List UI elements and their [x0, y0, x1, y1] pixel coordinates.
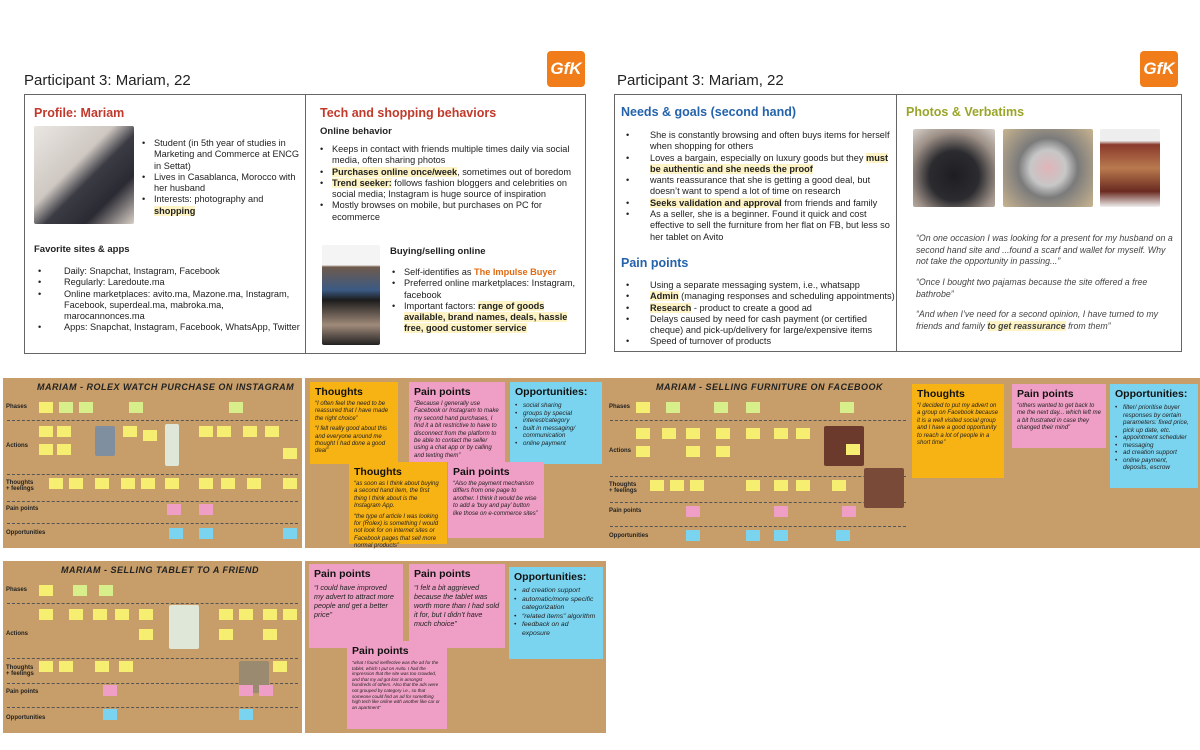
fav-list: [38, 266, 300, 334]
row-label-actions: Actions: [6, 631, 29, 637]
sticky-note: [57, 444, 71, 455]
sticky-note: [832, 480, 846, 491]
row-label-opportunities: Opportunities: [609, 533, 649, 539]
row-divider: [610, 502, 906, 503]
row-label-phases: Phases: [6, 587, 28, 593]
row-divider: [610, 420, 906, 421]
sticky-note: [69, 478, 83, 489]
opportunity-item: • messaging: [1115, 442, 1193, 450]
row-label-phases: Phases: [609, 404, 631, 410]
sticky-note: [143, 430, 157, 441]
fav-heading: Favorite sites & apps: [34, 244, 130, 255]
row-label-phases: Phases: [6, 404, 28, 410]
furniture-photo: [864, 468, 904, 508]
sticky-note: [69, 609, 83, 620]
note-text: “what I found ineffective was the ad for the tablet, which I put on Avito. I had the impression that the site was too crowded, and that my ad got lost in amongst hundreds of others. Also that the ads were not grouped by category i.e., so that someone could find an ad for something high tech like online with another like car or an apartment”: [352, 660, 440, 710]
buying-item: • Preferred online marketplaces: Instagram, facebook: [392, 278, 582, 301]
row-label-thoughts: Thoughts + feelings: [609, 482, 637, 494]
sticky-note: [199, 478, 213, 489]
sticky-note: [165, 478, 179, 489]
pain-note: [309, 564, 403, 648]
needs-item: [626, 153, 894, 176]
insight-panel-tablet: [305, 561, 606, 733]
sticky-note: [686, 446, 700, 457]
pain-list: [626, 280, 896, 348]
row-divider: [7, 603, 298, 604]
sticky-note: [283, 528, 297, 539]
gfk-logo: GfK: [1140, 51, 1178, 87]
buying-item: [392, 267, 582, 278]
sticky-note: [265, 426, 279, 437]
sticky-note: [95, 478, 109, 489]
sticky-note: [283, 478, 297, 489]
note-text: “Because I generally use Facebook or Instagram to make my second hand purchases, I find it a bit restrictive to have to disconnect from the platform to be able to contact the seller using a chat app or by calling and texting them”: [414, 401, 499, 459]
sticky-note: [746, 428, 760, 439]
buying-text: Important factors:: [404, 300, 479, 311]
behavior-item: • Mostly browses on mobile, but purchases on PC for ecommerce: [320, 200, 578, 223]
sticky-note: [796, 480, 810, 491]
board-title: MARIAM - SELLING TABLET TO A FRIEND: [61, 565, 259, 575]
photos-heading: Photos & Verbatims: [906, 105, 1025, 119]
sticky-note: [636, 446, 650, 457]
note-heading: Opportunities:: [1115, 388, 1188, 400]
tech-heading: Tech and shopping behaviors: [320, 106, 497, 120]
sticky-note: [93, 609, 107, 620]
pain-note: [1012, 384, 1106, 448]
pain-text: (managing responses and scheduling appointments): [678, 291, 895, 302]
gfk-logo: GfK: [547, 51, 585, 87]
pain-note: [347, 641, 447, 729]
row-label-opportunities: Opportunities: [6, 715, 46, 721]
slide-title: Participant 3: Mariam, 22: [24, 72, 191, 89]
sticky-note: [199, 528, 213, 539]
sticky-note: [636, 428, 650, 439]
sticky-note: [115, 609, 129, 620]
row-divider: [7, 420, 298, 421]
profile-bullet: • Student (in 5th year of studies in Marketing and Commerce at ENCG in Settat): [142, 138, 302, 172]
sticky-note: [49, 478, 63, 489]
note-text: “I decided to put my advert on a group on Facebook because it is a well visited social group and I have a good opportunity to reach a lot of people in a short time”: [917, 403, 999, 447]
opportunity-item: • appointment scheduler: [1115, 434, 1193, 442]
sticky-note: [239, 709, 253, 720]
sticky-note: [221, 478, 235, 489]
opportunity-item: • ad creation support: [1115, 449, 1193, 457]
sticky-note: [95, 661, 109, 672]
profile-bullet: • Lives in Casablanca, Morocco with her husband: [142, 172, 302, 195]
opportunity-list: [515, 402, 597, 447]
thoughts-note: [912, 384, 1004, 478]
behavior-text: , sometimes out of boredom: [457, 166, 571, 177]
sticky-note: [39, 661, 53, 672]
pain-item: • Using a separate messaging system, i.e., whatsapp: [626, 280, 896, 291]
note-text: “I often feel the need to be reassured that I have made the right choice”: [315, 401, 389, 422]
pain-note: [448, 462, 544, 538]
sticky-note: [836, 530, 850, 541]
instagram-screenshot: [322, 245, 380, 345]
row-label-actions: Actions: [6, 443, 29, 449]
watch-photo: [95, 426, 115, 456]
highlight: Research: [650, 302, 692, 313]
sticky-note: [141, 478, 155, 489]
sticky-note: [840, 402, 854, 413]
row-label-opportunities: Opportunities: [6, 530, 46, 536]
verbatim-quote: [916, 309, 1178, 332]
needs-item: • As a seller, she is a beginner. Found it quick and cost effective to sell the furniture from her flat on FB, but less so her tablet on Avito: [626, 209, 894, 243]
sticky-note: [263, 609, 277, 620]
highlight: Trend seeker:: [332, 177, 392, 188]
sticky-note: [167, 504, 181, 515]
highlight: Purchases online once/week: [332, 166, 458, 177]
opportunity-item: • online payment, deposits, escrow: [1115, 457, 1193, 472]
needs-list: [626, 130, 894, 243]
buying-item: [392, 301, 582, 335]
behavior-item: • Keeps in contact with friends multiple times daily via social media, often sharing photos: [320, 144, 578, 167]
sticky-note: [139, 629, 153, 640]
sticky-note: [229, 402, 243, 413]
pain-item: [626, 303, 896, 314]
insight-panel-rolex: [305, 378, 606, 548]
sticky-note: [199, 426, 213, 437]
sticky-note: [846, 444, 860, 455]
verbatim-quote: “On one occasion I was looking for a present for my husband on a second hand site and ...found a scarf and wallet for myself. Why not take the opportunity in passing...”: [916, 233, 1173, 266]
journey-board-rolex: [3, 378, 302, 548]
thoughts-note: [310, 382, 398, 464]
sticky-note: [123, 426, 137, 437]
highlight: range of goods available, brand names, deals, hassle free, good customer service: [404, 300, 568, 334]
behavior-text: follows fashion bloggers and celebrities on social media; Instagram is huge source of inspiration: [332, 177, 567, 200]
row-label-thoughts: Thoughts + feelings: [6, 480, 34, 492]
opportunity-item: • built in messaging/ communication: [515, 425, 597, 440]
note-text: “Also the payment mechanism differs from one page to another. I think it would be wise to add a ‘buy and pay’ button like those on e-commerce sites”: [453, 481, 538, 517]
sticky-note: [217, 426, 231, 437]
pain-text: - product to create a good ad: [691, 302, 812, 313]
note-text: “the type of article I was looking for (Rolex) is something I would not look for on internet sites or Facebook pages that sell more normal products”: [354, 513, 439, 550]
sticky-note: [714, 402, 728, 413]
sticky-note: [39, 609, 53, 620]
sticky-note: [666, 402, 680, 413]
sticky-note: [103, 685, 117, 696]
opportunity-item: • social sharing: [515, 402, 597, 410]
opportunity-item: • filter/ prioritise buyer responses by certain parameters: fixed price, pick up date, etc.: [1115, 404, 1193, 434]
sticky-note: [247, 478, 261, 489]
sticky-note: [79, 402, 93, 413]
pain-item: • Delays caused by need for cash payment (or certified cheque) and pick-up/delivery for large/expensive items: [626, 314, 896, 337]
opportunity-item: • “related items” algorithm: [514, 613, 598, 622]
opportunities-note: [1110, 384, 1198, 488]
sticky-note: [686, 506, 700, 517]
note-text: “as soon as I think about buying a second hand item, the first thing I think about is the Instagram App.: [354, 481, 439, 510]
highlight: shopping: [154, 205, 196, 216]
sticky-note: [746, 402, 760, 413]
row-divider: [7, 501, 298, 502]
sticky-note: [59, 661, 73, 672]
row-label-pain: Pain points: [6, 506, 39, 512]
profile-bullet-text: Interests: photography and: [154, 194, 264, 205]
highlight: Admin: [650, 291, 679, 302]
slide-title: Participant 3: Mariam, 22: [617, 72, 784, 89]
sticky-note: [690, 480, 704, 491]
sticky-note: [239, 685, 253, 696]
opportunity-item: • feedback on ad exposure: [514, 621, 598, 638]
needs-text: from friends and family: [781, 197, 878, 208]
pain-heading: Pain points: [621, 256, 689, 270]
sticky-note: [219, 629, 233, 640]
sticky-note: [99, 585, 113, 596]
needs-item: • She is constantly browsing and often buys items for herself when shopping for others: [626, 130, 894, 153]
quote-text: from them”: [1065, 320, 1111, 331]
fav-item: • Daily: Snapchat, Instagram, Facebook: [38, 266, 300, 277]
note-heading: Pain points: [414, 386, 471, 398]
handbag-photo: [913, 129, 995, 207]
sticky-note: [59, 402, 73, 413]
opportunity-list: [1115, 404, 1193, 472]
fav-item: • Apps: Snapchat, Instagram, Facebook, WhatsApp, Twitter: [38, 322, 300, 333]
divider: [896, 94, 897, 352]
sticky-note: [169, 528, 183, 539]
sticky-note: [259, 685, 273, 696]
sticky-note: [716, 428, 730, 439]
note-heading: Thoughts: [315, 386, 363, 398]
impulse-buyer-label: The Impulse Buyer: [473, 267, 557, 277]
fav-item: • Regularly: Laredoute.ma: [38, 277, 300, 288]
sticky-note: [199, 504, 213, 515]
note-text: “I felt really good about this and everyone around me thought I had done a good deal”: [315, 426, 388, 455]
row-label-thoughts: Thoughts + feelings: [6, 665, 34, 677]
slide-needs: [600, 50, 1200, 365]
sticky-note: [39, 585, 53, 596]
fav-item: • Online marketplaces: avito.ma, Mazone.ma, Instagram, Facebook, superdeal.ma, mabroka.ma, marocannonces.ma: [38, 289, 300, 323]
needs-text: Loves a bargain, especially on luxury goods but they: [650, 152, 867, 163]
sticky-note: [650, 480, 664, 491]
sticky-note: [39, 444, 53, 455]
sticky-note: [670, 480, 684, 491]
watch-photo: [1003, 129, 1093, 207]
sticky-note: [243, 426, 257, 437]
board-title: MARIAM - ROLEX WATCH PURCHASE ON INSTAGRAM: [37, 382, 295, 392]
row-divider: [7, 474, 298, 475]
row-divider: [7, 658, 298, 659]
sticky-note: [119, 661, 133, 672]
sticky-note: [273, 661, 287, 672]
sticky-note: [716, 446, 730, 457]
insight-panel-furniture: [910, 378, 1200, 548]
row-label-actions: Actions: [609, 448, 632, 454]
chat-screenshot: [165, 424, 179, 466]
opportunities-note: [509, 567, 603, 659]
highlight: must be authentic and she needs the proof: [650, 152, 888, 174]
sticky-note: [57, 426, 71, 437]
pain-note: [409, 382, 505, 462]
sticky-note: [39, 402, 53, 413]
sticky-note: [39, 426, 53, 437]
note-heading: Pain points: [414, 568, 471, 580]
sticky-note: [283, 448, 297, 459]
needs-item: • wants reassurance that she is getting a good deal, but doesn’t want to spend a lot of time on research: [626, 175, 894, 198]
row-label-pain: Pain points: [6, 689, 39, 695]
row-divider: [610, 526, 906, 527]
profile-photo: [34, 126, 134, 224]
slide-profile: [0, 50, 600, 365]
sticky-note: [73, 585, 87, 596]
sticky-note: [139, 609, 153, 620]
opportunity-list: [514, 587, 598, 639]
sticky-note: [774, 530, 788, 541]
thoughts-note: [349, 462, 447, 550]
row-divider: [7, 707, 298, 708]
sticky-note: [774, 428, 788, 439]
sticky-note: [796, 428, 810, 439]
row-divider: [610, 476, 906, 477]
note-text: “I felt a bit aggrieved because the tablet was worth more than I had sold it for, but I didn’t have much choice”: [414, 583, 500, 628]
highlight: to get reassurance: [987, 320, 1066, 331]
sticky-note: [746, 530, 760, 541]
online-behavior-heading: Online behavior: [320, 126, 392, 137]
sticky-note: [746, 480, 760, 491]
sticky-note: [686, 530, 700, 541]
buying-selling-heading: Buying/selling online: [390, 246, 486, 257]
online-behavior-list: [320, 144, 578, 223]
pain-item: [626, 291, 896, 302]
quote-text: “And when I’ve need for a second opinion, I have turned to my friends and family: [916, 309, 1159, 331]
sticky-note: [636, 402, 650, 413]
buying-text: Self-identifies as: [404, 267, 474, 277]
opportunity-item: • online payment: [515, 440, 597, 448]
row-divider: [7, 523, 298, 524]
divider: [305, 94, 306, 354]
opportunities-note: [510, 382, 602, 464]
verbatim-quote: “Once I bought two pajamas because the site offered a free bathrobe”: [916, 277, 1148, 299]
profile-bullet: [142, 194, 302, 217]
sticky-note: [842, 506, 856, 517]
sticky-note: [686, 428, 700, 439]
sticky-note: [263, 629, 277, 640]
note-heading: Pain points: [352, 645, 409, 657]
sticky-note: [121, 478, 135, 489]
highlight: Seeks validation and approval: [650, 197, 782, 208]
opportunity-item: • groups by special interest/category: [515, 410, 597, 425]
note-heading: Pain points: [1017, 388, 1074, 400]
sticky-note: [774, 480, 788, 491]
note-heading: Opportunities:: [514, 571, 587, 583]
journey-board-furniture: [606, 378, 910, 548]
buying-selling-list: [392, 267, 582, 335]
sticky-note: [103, 709, 117, 720]
furniture-photo: [1100, 129, 1160, 207]
behavior-item: [320, 167, 578, 178]
behavior-item: [320, 178, 578, 201]
chat-screenshot: [169, 605, 199, 649]
note-heading: Thoughts: [354, 466, 402, 478]
profile-bullets: [142, 138, 302, 217]
board-title: MARIAM - SELLING FURNITURE ON FACEBOOK: [656, 382, 883, 392]
note-heading: Pain points: [453, 466, 510, 478]
needs-item: [626, 198, 894, 209]
needs-heading: Needs & goals (second hand): [621, 105, 797, 119]
note-heading: Thoughts: [917, 388, 965, 400]
sticky-note: [219, 609, 233, 620]
row-label-pain: Pain points: [609, 508, 642, 514]
sticky-note: [774, 506, 788, 517]
sticky-note: [283, 609, 297, 620]
profile-heading: Profile: Mariam: [34, 106, 125, 120]
sticky-note: [239, 609, 253, 620]
note-heading: Pain points: [314, 568, 371, 580]
note-text: “I could have improved my advert to attract more people and get a better price”: [314, 583, 394, 619]
note-text: “others wanted to get back to me the next day... which left me a bit frustrated in case they changed their mind”: [1017, 403, 1101, 432]
sticky-note: [662, 428, 676, 439]
note-heading: Opportunities:: [515, 386, 588, 398]
opportunity-item: • ad creation support: [514, 587, 598, 596]
journey-board-tablet: [3, 561, 302, 733]
pain-note: [409, 564, 505, 648]
pain-item: • Speed of turnover of products: [626, 336, 896, 347]
opportunity-item: • automatic/more specific categorization: [514, 596, 598, 613]
sticky-note: [129, 402, 143, 413]
